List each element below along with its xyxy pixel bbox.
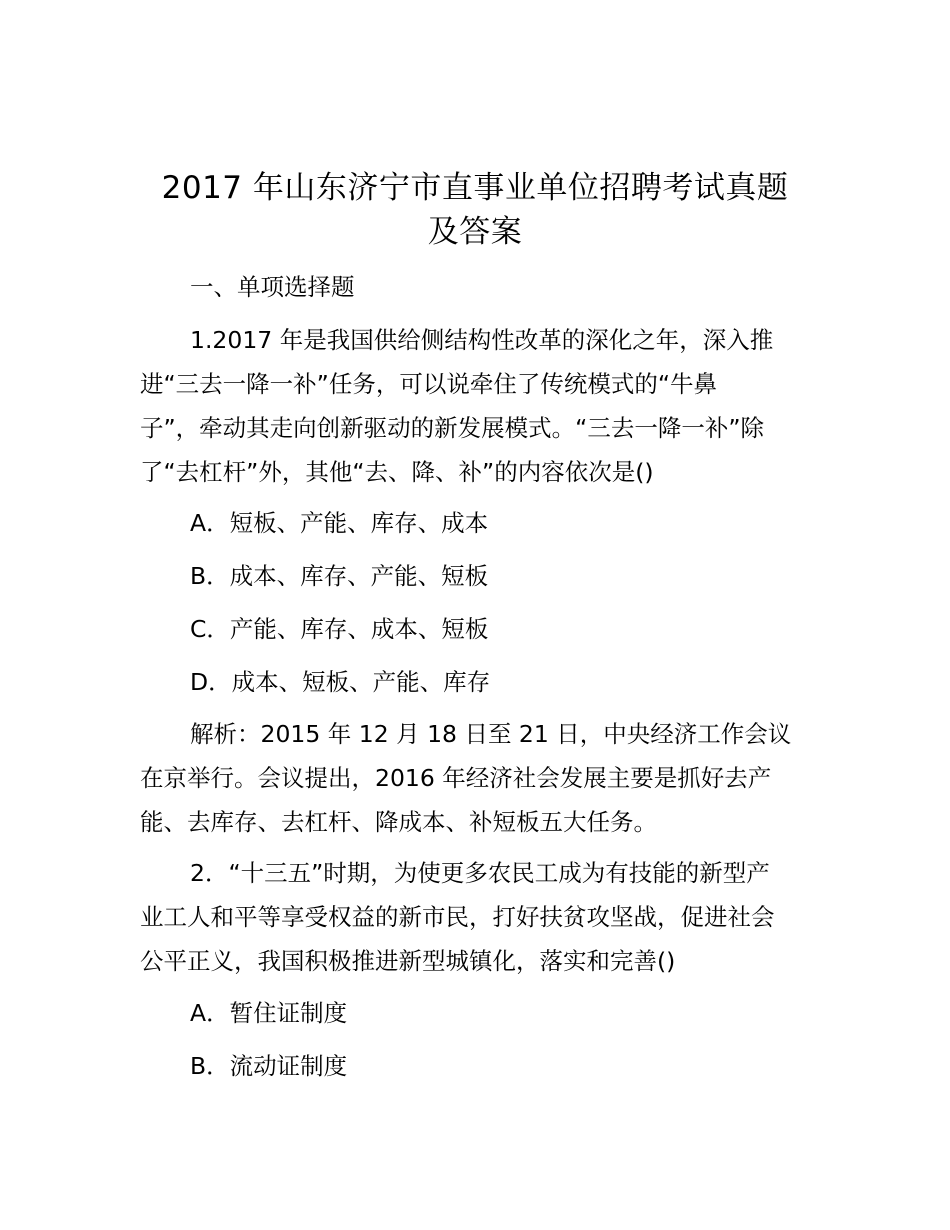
question-1-option-d: D．成本、短板、产能、库存 bbox=[190, 668, 491, 696]
title-line-2: 及答案 bbox=[427, 214, 523, 250]
question-2-line-1: 2．“十三五”时期，为使更多农民工成为有技能的新型产 bbox=[190, 859, 770, 887]
question-1-option-a: A．短板、产能、库存、成本 bbox=[190, 509, 489, 537]
analysis-line-2: 在京举行。会议提出，2016 年经济社会发展主要是抓好去产 bbox=[140, 764, 772, 792]
question-2-line-2: 业工人和平等享受权益的新市民，打好扶贫攻坚战，促进社会 bbox=[140, 903, 775, 931]
question-2-line-3: 公平正义，我国积极推进新型城镇化，落实和完善() bbox=[140, 947, 676, 975]
document-title bbox=[140, 166, 810, 254]
analysis-line-3: 能、去库存、去杠杆、降成本、补短板五大任务。 bbox=[140, 808, 657, 836]
question-1-option-b: B．成本、库存、产能、短板 bbox=[190, 562, 489, 590]
question-1-line-3: 子”，牵动其走向创新驱动的新发展模式。“三去一降一补”除 bbox=[140, 414, 765, 442]
section-heading: 一、单项选择题 bbox=[190, 273, 355, 301]
question-1-line-1: 1.2017 年是我国供给侧结构性改革的深化之年，深入推 bbox=[190, 326, 774, 354]
question-2-option-a: A．暂住证制度 bbox=[190, 999, 348, 1027]
question-1-line-4: 了“去杠杆”外，其他“去、降、补”的内容依次是() bbox=[140, 458, 654, 486]
question-2-option-b: B．流动证制度 bbox=[190, 1052, 348, 1080]
question-1-line-2: 进“三去一降一补”任务，可以说牵住了传统模式的“牛鼻 bbox=[140, 370, 718, 398]
title-line-1: 2017 年山东济宁市直事业单位招聘考试真题 bbox=[161, 170, 789, 206]
question-1-option-c: C．产能、库存、成本、短板 bbox=[190, 615, 489, 643]
analysis-line-1: 解析：2015 年 12 月 18 日至 21 日，中央经济工作会议 bbox=[190, 720, 792, 748]
